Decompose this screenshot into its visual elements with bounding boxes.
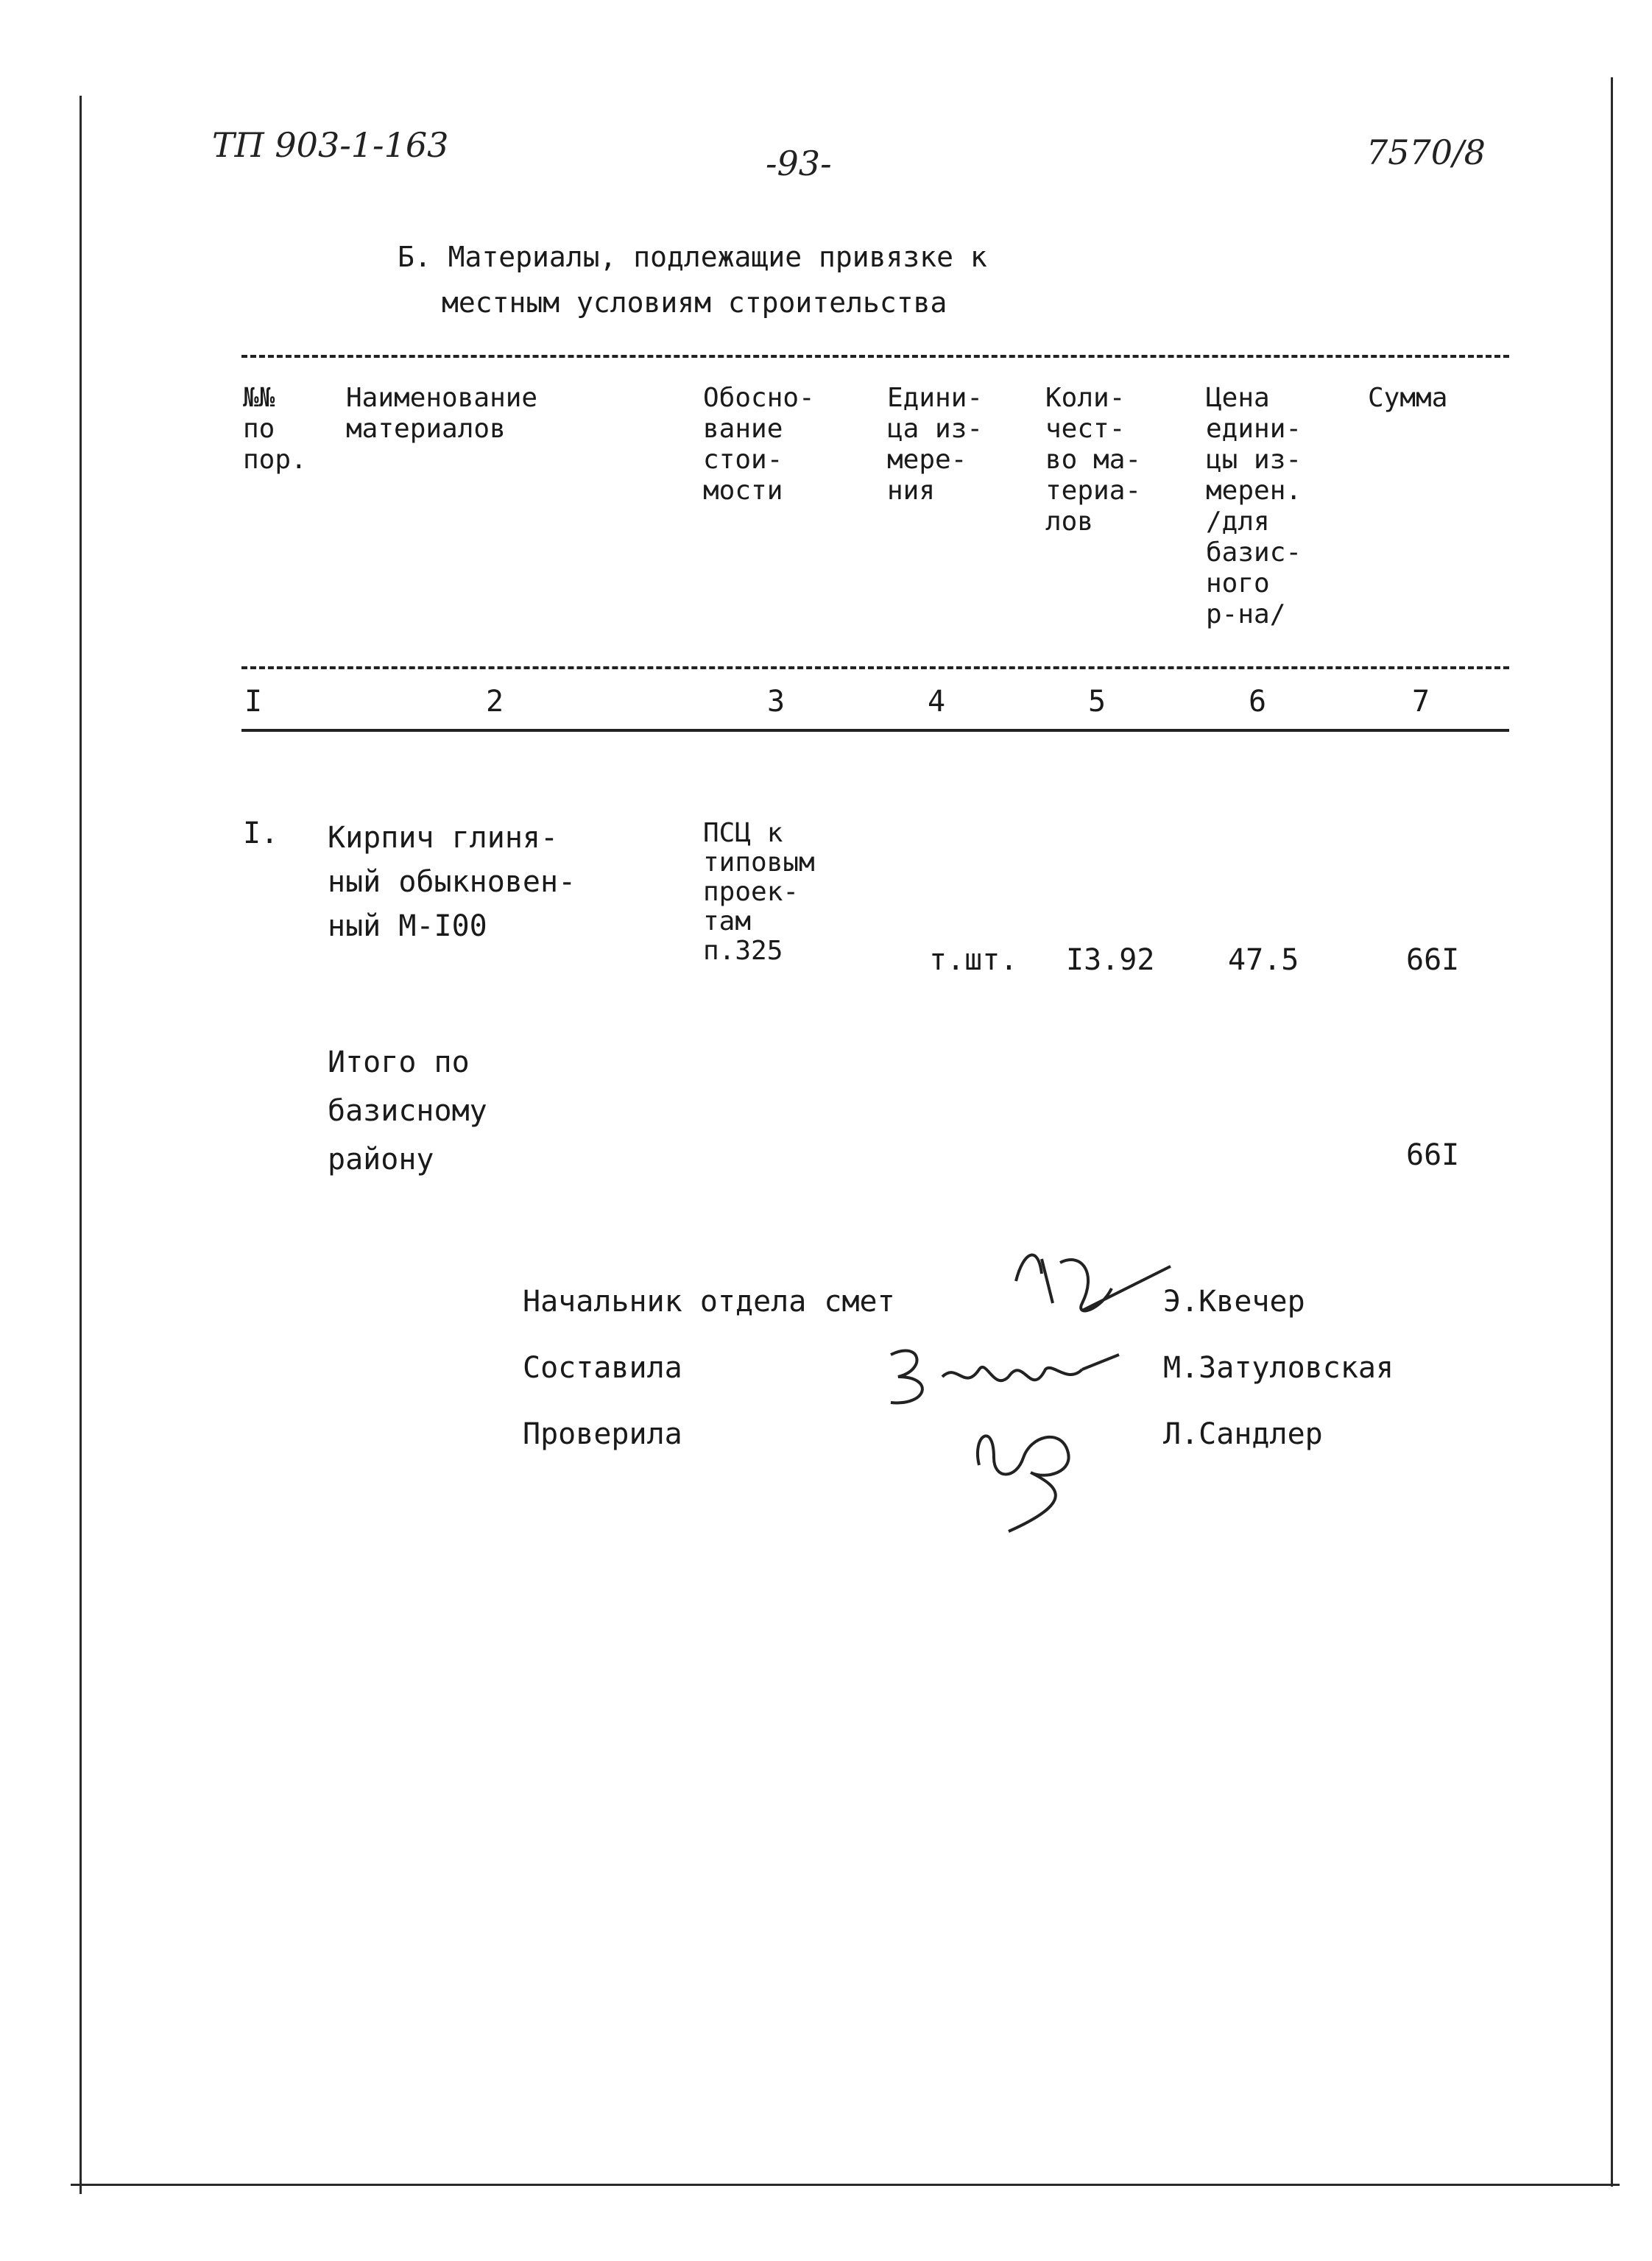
handwritten-signature-3 (950, 1391, 1126, 1539)
row-number: I. (243, 816, 279, 850)
table-top-rule (241, 355, 1509, 358)
row-unit: т.шт. (929, 943, 1018, 977)
column-number-2: 2 (486, 685, 504, 719)
header-col-price: Цена едини- цы из- мерен. /для базис- ного р-на/ (1206, 383, 1302, 629)
row-unit-price: 47.5 (1228, 943, 1299, 977)
handwritten-signature-1 (972, 1230, 1193, 1340)
column-number-1: I (244, 685, 263, 719)
section-title (398, 234, 987, 325)
row-material-name: Кирпич глиня- ный обыкновен- ный М-I00 (328, 821, 576, 943)
row-quantity: I3.92 (1066, 943, 1155, 977)
header-col-number: №№ по пор. (243, 383, 307, 475)
signature-name-checked: Л.Сандлер (1163, 1417, 1323, 1451)
column-number-4: 4 (928, 685, 946, 719)
header-col-unit: Едини- ца из- мере- ния (887, 383, 984, 506)
signature-name-head: Э.Квечер (1163, 1285, 1305, 1319)
column-number-rule (241, 729, 1509, 732)
header-col-name: Наименование материалов (346, 383, 538, 444)
section-title-line-2: местным условиям строительства (442, 286, 947, 319)
column-number-5: 5 (1088, 685, 1106, 719)
row-cost-basis: ПСЦ к типовым проек- там п.325 (703, 818, 815, 966)
signature-role-head: Начальник отдела смет (523, 1285, 895, 1319)
page-frame-bottom (71, 2184, 1620, 2186)
total-sum: 66I (1406, 1138, 1460, 1172)
column-number-7: 7 (1412, 685, 1430, 719)
row-sum: 66I (1406, 943, 1460, 977)
column-number-6: 6 (1249, 685, 1267, 719)
signature-name-compiled: М.Затуловская (1163, 1351, 1394, 1385)
document-code: ТП 903-1-163 (212, 125, 449, 165)
header-bottom-rule (241, 666, 1509, 669)
header-col-sum: Сумма (1368, 383, 1448, 413)
page-frame-left (80, 96, 82, 2194)
column-number-3: 3 (767, 685, 786, 719)
section-title-line-1: Б. Материалы, подлежащие привязке к (398, 241, 987, 273)
total-label: Итого по базисному району (328, 1045, 487, 1177)
header-col-quantity: Коли- чест- во ма- териа- лов (1045, 383, 1142, 537)
header-col-basis: Обосно- вание стои- мости (703, 383, 815, 506)
page-frame-right (1611, 77, 1613, 2187)
page-number: -93- (766, 144, 832, 183)
signature-role-compiled: Составила (523, 1351, 682, 1385)
signature-role-checked: Проверила (523, 1417, 682, 1451)
sheet-id: 7570/8 (1366, 133, 1486, 172)
